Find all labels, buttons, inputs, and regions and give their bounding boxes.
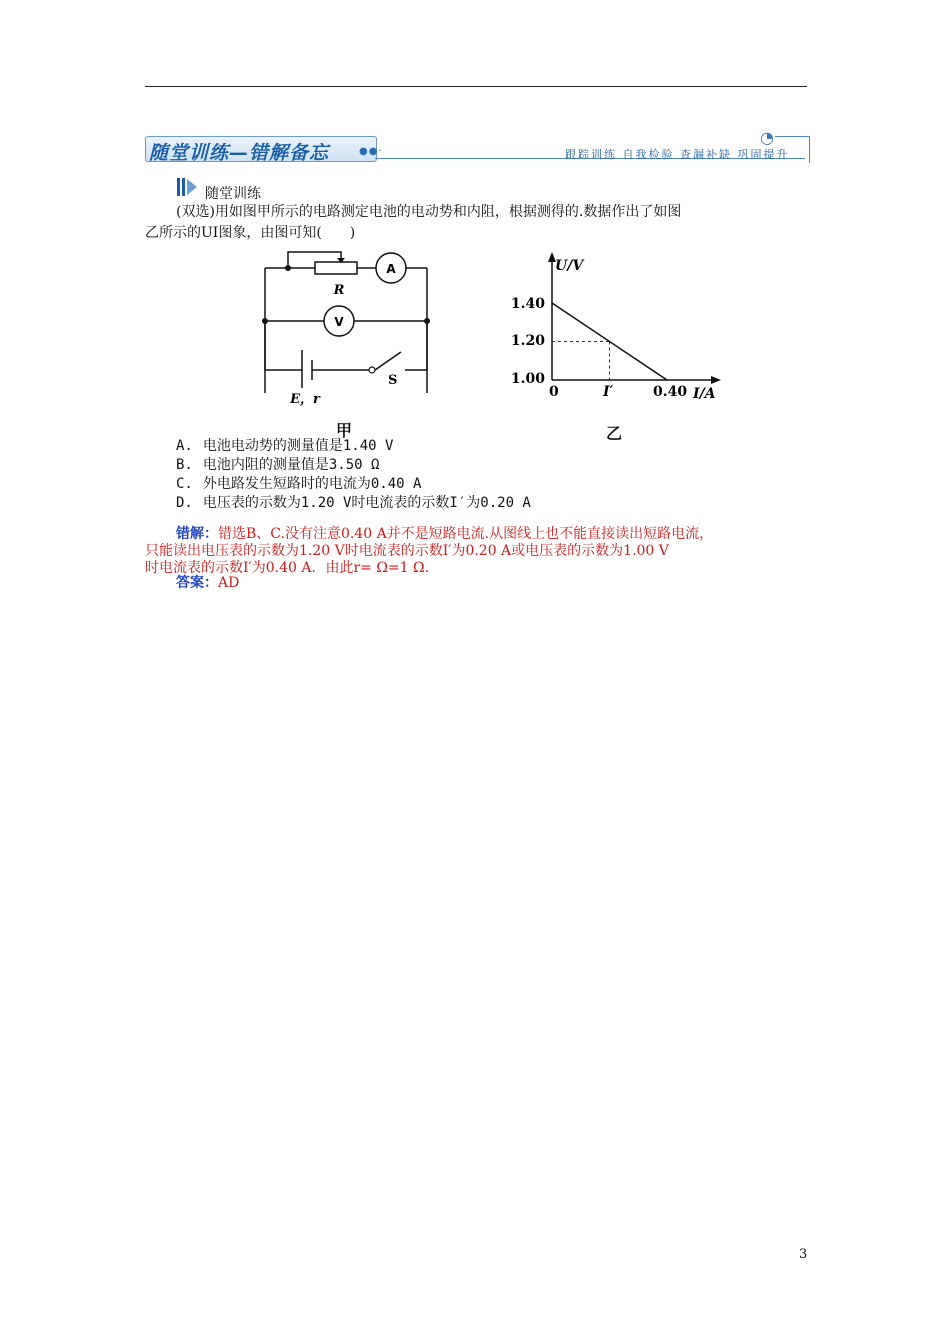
ammeter-label: A bbox=[386, 262, 396, 276]
section-banner bbox=[145, 128, 811, 164]
mistake-text: 错选B、C.没有注意0.40 A并不是短路电流.从图线上也不能直接读出短路电流， bbox=[218, 526, 714, 542]
x-tick-label: 0.40 bbox=[653, 384, 688, 400]
option-label: D. bbox=[176, 495, 193, 511]
option-text: 电池电动势的测量值是1.40 V bbox=[202, 438, 394, 454]
option-a bbox=[176, 437, 393, 456]
mistake-line-2: 只能读出电压表的示数为1.20 V时电流表的示数I′为0.20 A或电压表的示数为1.00 V bbox=[145, 543, 669, 559]
option-b bbox=[176, 456, 379, 475]
resistor-label: R bbox=[333, 283, 345, 298]
swirl-icon: ◔ bbox=[760, 128, 774, 147]
mistake-line-3: 时电流表的示数I′为0.40 A．由此r= Ω=1 Ω. bbox=[145, 560, 430, 576]
y-tick-label: 1.20 bbox=[510, 333, 545, 349]
y-tick-label: 1.40 bbox=[510, 296, 545, 312]
option-c bbox=[176, 475, 421, 494]
option-text: 电压表的示数为1.20 V时电流表的示数I′为0.20 A bbox=[202, 495, 531, 511]
option-label: C. bbox=[176, 476, 193, 492]
graph-caption: 乙 bbox=[606, 424, 623, 443]
option-label: B. bbox=[176, 457, 193, 473]
y-tick-label: 1.00 bbox=[510, 371, 545, 387]
x-axis-arrow-icon bbox=[711, 376, 721, 384]
option-d bbox=[176, 494, 531, 513]
section-title: 随堂训练 bbox=[205, 186, 261, 202]
circuit-caption: 甲 bbox=[336, 421, 353, 440]
answer-label: 答案： bbox=[176, 575, 218, 591]
origin-label: 0 bbox=[549, 384, 559, 400]
answer bbox=[176, 572, 239, 592]
x-axis-label: I/A bbox=[693, 386, 716, 402]
page-number: 3 bbox=[799, 1247, 808, 1262]
mistake-label: 错解： bbox=[176, 526, 218, 542]
ui-graph bbox=[495, 248, 735, 408]
option-text: 外电路发生短路时的电流为0.40 A bbox=[202, 476, 422, 492]
option-label: A. bbox=[176, 438, 193, 454]
voltmeter-label: V bbox=[334, 315, 344, 329]
question-line-1: (双选)用如图甲所示的电路测定电池的电动势和内阻，根据测得的.数据作出了如图 bbox=[176, 204, 682, 220]
switch-label: S bbox=[388, 373, 398, 388]
circuit-diagram bbox=[255, 248, 440, 418]
battery-label: E，r bbox=[290, 392, 320, 407]
option-text: 电池内阻的测量值是3.50 Ω bbox=[202, 457, 380, 473]
banner-title: 随堂训练—错解备忘 bbox=[149, 142, 330, 164]
x-tick-label: I′ bbox=[603, 384, 614, 400]
y-axis-label: U/V bbox=[555, 258, 584, 274]
banner-dots-icon: ●●· bbox=[359, 146, 383, 157]
question-line-2: 乙所示的UI图象，由图可知( ) bbox=[145, 225, 356, 241]
banner-subtitle: 跟踪训练 自我检验 查漏补缺 巩固提升 bbox=[565, 148, 790, 161]
answer-value: AD bbox=[218, 575, 240, 591]
header-rule bbox=[145, 86, 807, 87]
section-bars-icon bbox=[177, 178, 199, 198]
